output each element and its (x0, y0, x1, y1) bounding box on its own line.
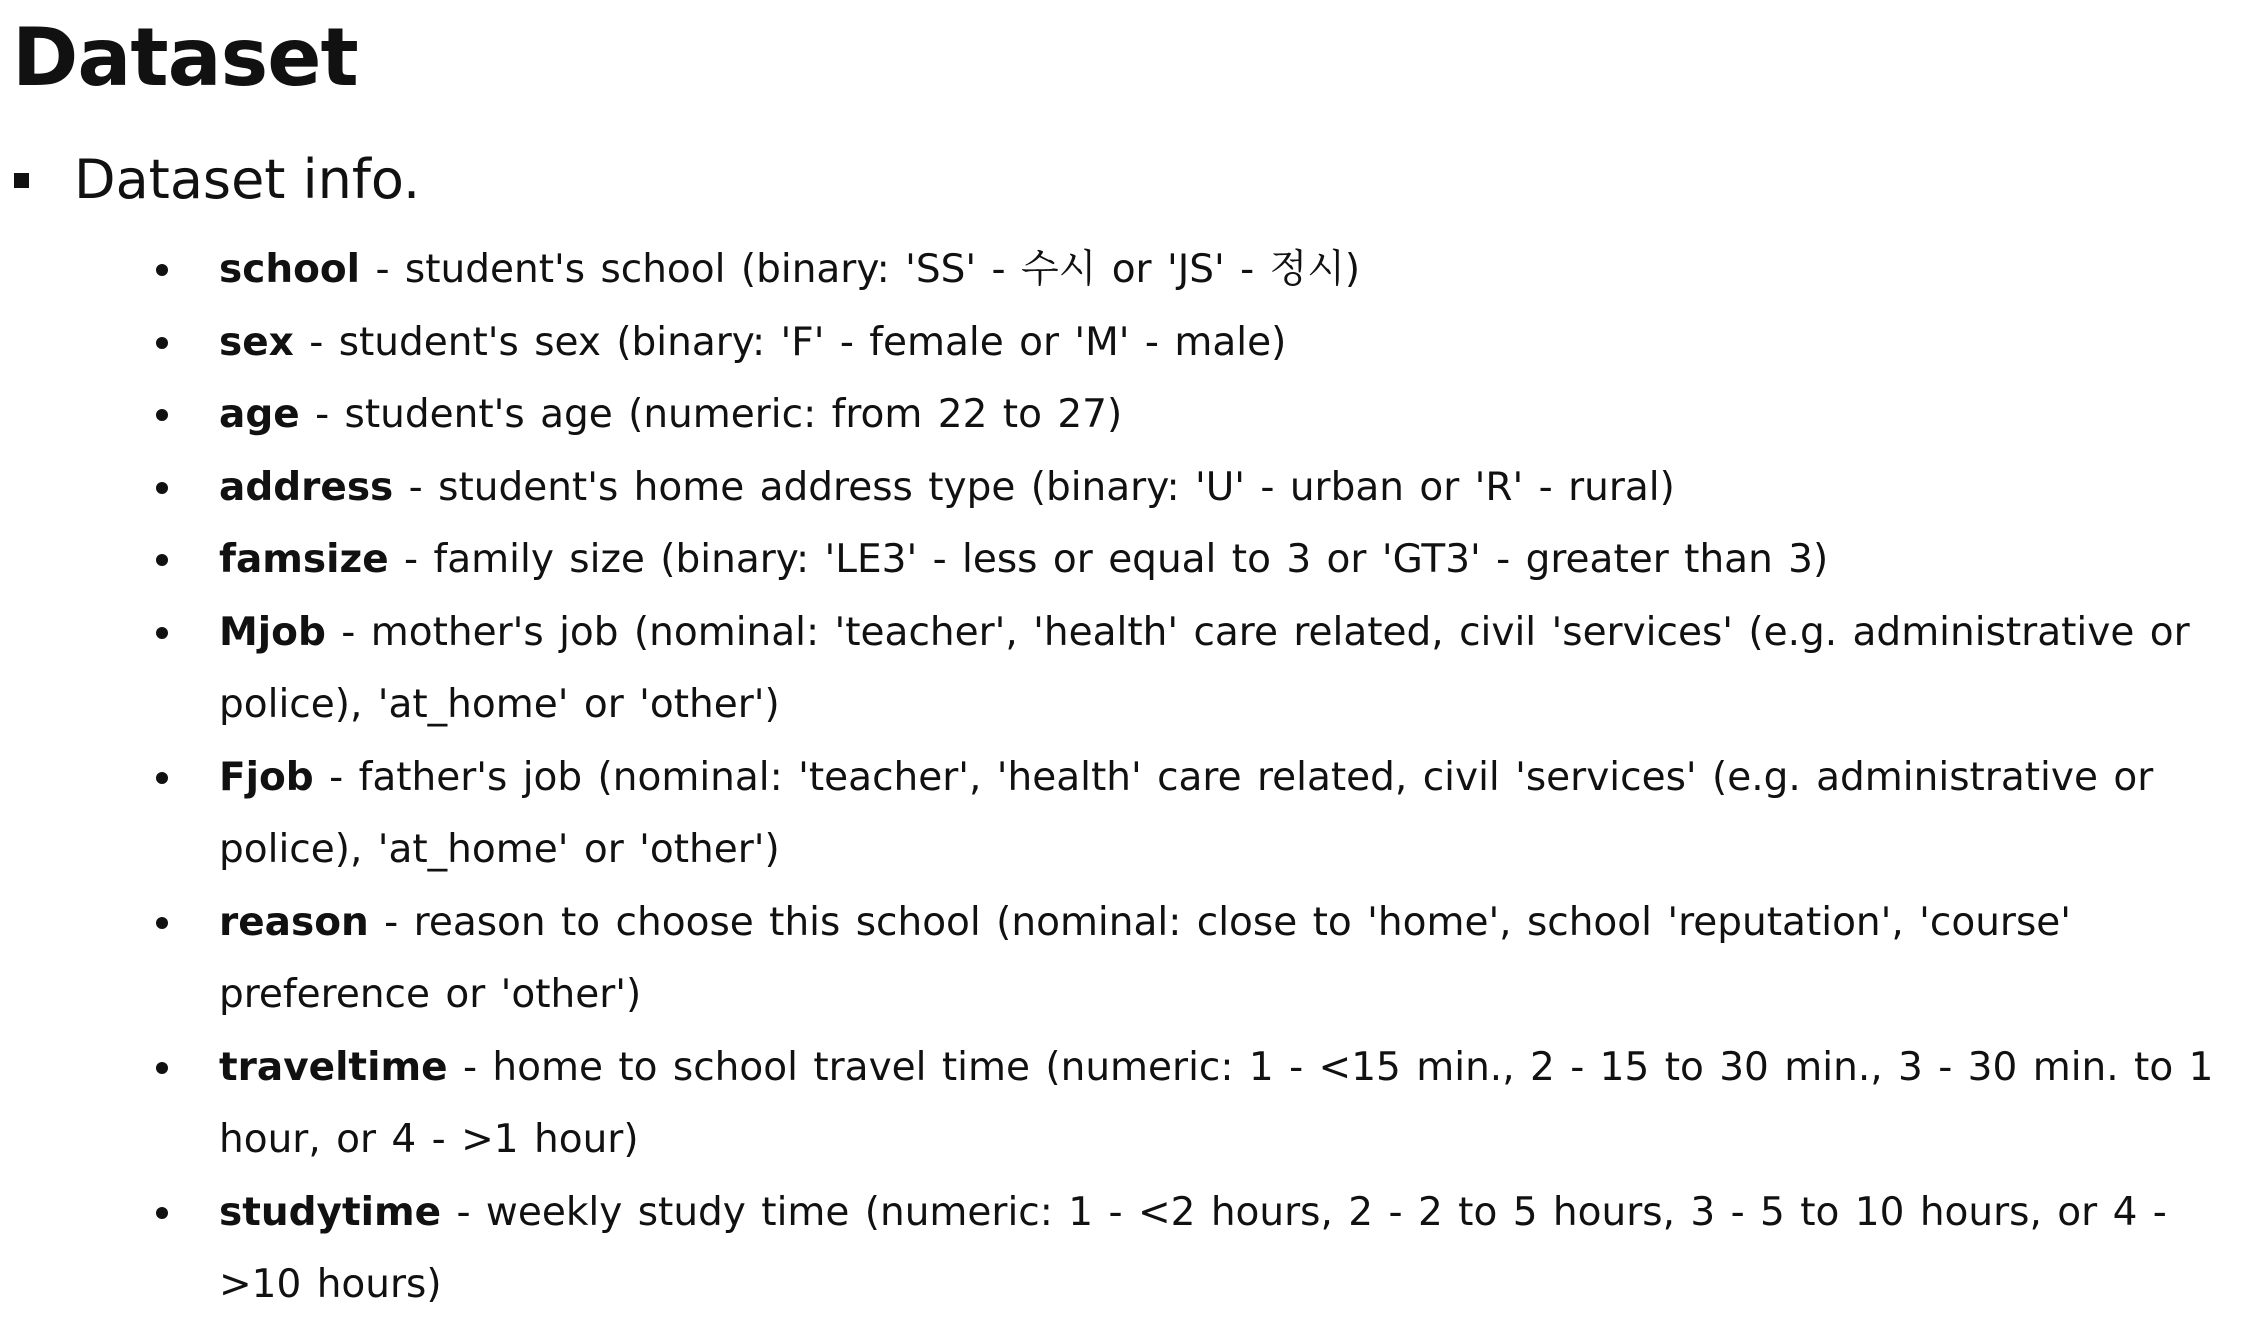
attribute-description: - father's job (nominal: 'teacher', 'health' care related, civil 'services' (e.g. administrative or police), 'at_home' or 'other') (219, 754, 2154, 872)
list-item-traveltime (0, 1032, 2268, 1177)
attribute-name: traveltime (219, 1044, 448, 1090)
attribute-description: - student's home address type (binary: 'U' - urban or 'R' - rural) (393, 464, 1675, 510)
section-heading (14, 140, 420, 220)
bullet-dot-icon (156, 1062, 168, 1074)
attribute-description: - reason to choose this school (nominal: close to 'home', school 'reputation', 'course' preference or 'other') (219, 899, 2071, 1017)
list-item-studytime (0, 1177, 2268, 1322)
attribute-description: - student's age (numeric: from 22 to 27) (299, 392, 1123, 437)
list-item-school (0, 234, 2268, 307)
list-item-mjob (0, 597, 2268, 742)
attribute-description: - home to school travel time (numeric: 1 - <15 min., 2 - 15 to 30 min., 3 - 30 min. to 1 hour, or 4 - >1 hour) (219, 1044, 2214, 1162)
bullet-dot-icon (156, 627, 168, 639)
attribute-name: address (219, 464, 394, 510)
attribute-name: Fjob (219, 754, 314, 800)
square-bullet-icon (14, 173, 29, 188)
bullet-dot-icon (156, 772, 168, 784)
attribute-description: - mother's job (nominal: 'teacher', 'health' care related, civil 'services' (e.g. administrative or police), 'at_home' or 'other') (219, 609, 2190, 727)
bullet-dot-icon (156, 554, 168, 566)
bullet-dot-icon (156, 337, 168, 349)
attribute-description: - weekly study time (numeric: 1 - <2 hours, 2 - 2 to 5 hours, 3 - 5 to 10 hours, or 4 - >10 hours) (219, 1189, 2167, 1307)
list-item-sex (0, 307, 2268, 380)
list-item-reason (0, 887, 2268, 1032)
page-title: Dataset (12, 11, 358, 104)
list-item-fjob (0, 742, 2268, 887)
section-label: Dataset info. (74, 148, 421, 211)
bullet-dot-icon (156, 264, 168, 276)
attribute-name: sex (219, 319, 294, 365)
attribute-description: - family size (binary: 'LE3' - less or equal to 3 or 'GT3' - greater than 3) (388, 537, 1829, 582)
bullet-dot-icon (156, 917, 168, 929)
bullet-dot-icon (156, 482, 168, 494)
bullet-dot-icon (156, 1207, 168, 1219)
list-item-famsize (0, 524, 2268, 597)
attribute-name: Mjob (219, 609, 326, 655)
attribute-name: reason (219, 899, 369, 945)
attribute-name: school (219, 247, 361, 292)
dataset-attribute-list (0, 234, 2268, 1322)
attribute-description: - student's sex (binary: 'F' - female or 'M' - male) (293, 319, 1287, 365)
list-item-age (0, 379, 2268, 452)
attribute-description: - student's school (binary: 'SS' - 수시 or 'JS' - 정시) (360, 247, 1361, 292)
attribute-name: famsize (219, 537, 389, 582)
list-item-address (0, 452, 2268, 525)
attribute-name: age (219, 392, 300, 437)
attribute-name: studytime (219, 1189, 442, 1235)
bullet-dot-icon (156, 409, 168, 421)
